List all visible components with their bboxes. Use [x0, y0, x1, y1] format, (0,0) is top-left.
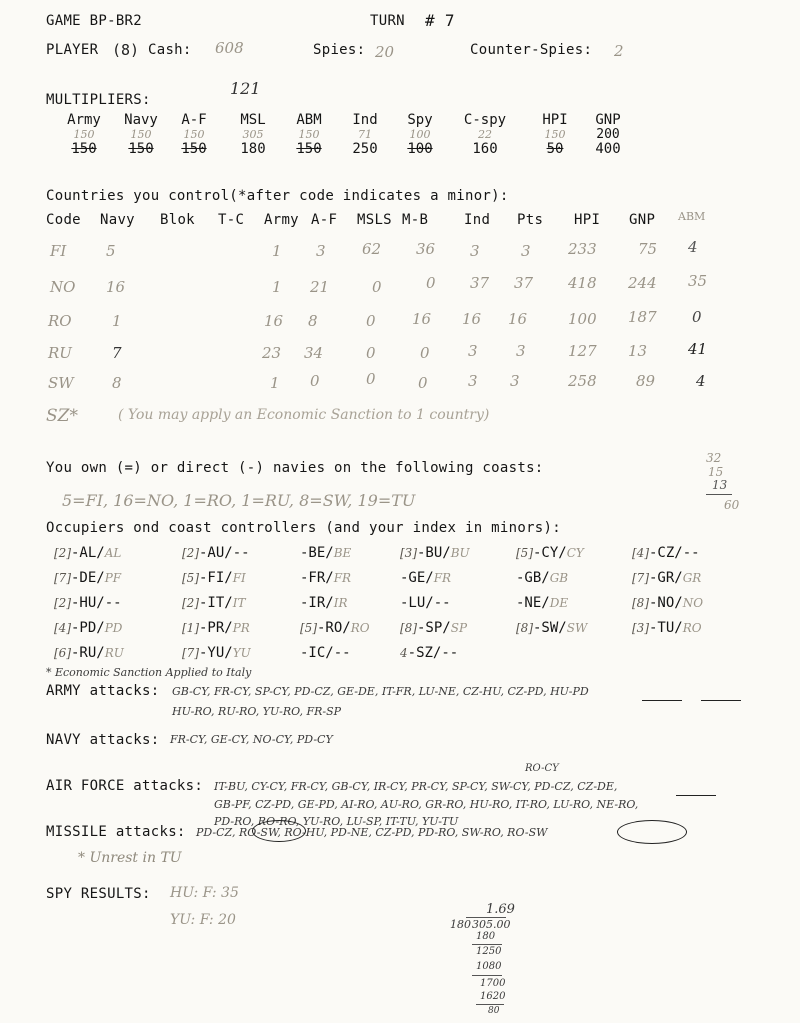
occupier-cell: -BE/BE — [300, 545, 352, 561]
navies-title: You own (=) or direct (-) navies on the following coasts: — [46, 460, 544, 476]
spies-label: Spies: — [313, 42, 366, 58]
multiplier-gnp: GNP 200 400 — [595, 112, 621, 157]
occupier-cell: [4]-PD/PD — [54, 620, 123, 636]
missile-label: MISSILE attacks: — [46, 824, 186, 840]
occupier-cell: [5]-RO/RO — [300, 620, 370, 636]
counter-spies-value: 2 — [614, 42, 624, 60]
occupier-cell: [3]-BU/BU — [400, 545, 470, 561]
airforce-underline-1 — [676, 795, 716, 796]
army-line2: HU-RO, RU-RO, YU-RO, FR-SP — [172, 705, 342, 718]
minor-code: SZ* — [46, 406, 78, 426]
occupier-cell: -GE/FR — [400, 570, 452, 586]
airforce-line1: IT-BU, CY-CY, FR-CY, GB-CY, IR-CY, PR-CY, SP-CY, SW-CY, PD-CZ, CZ-DE, — [214, 780, 618, 793]
airforce-line2: GB-PF, CZ-PD, GE-PD, AI-RO, AU-RO, GR-RO, HU-RO, IT-RO, LU-RO, NE-RO, — [214, 798, 639, 811]
occupier-cell: [7]-YU/YU — [182, 645, 251, 661]
occupier-cell: -FR/FR — [300, 570, 352, 586]
occupiers-title: Occupiers ond coast controllers (and your index in minors): — [46, 520, 561, 536]
minor-note: ( You may apply an Economic Sanction to 1 country) — [118, 407, 490, 423]
turn-label: TURN — [370, 13, 405, 29]
cash-value: 608 — [215, 39, 244, 57]
multiplier-hpi: HPI 150 50 — [542, 112, 568, 157]
sanction-note: * Economic Sanction Applied to Italy — [46, 666, 252, 679]
spy-label: SPY RESULTS: — [46, 886, 151, 902]
occupier-cell: [2]-HU/-- — [54, 595, 122, 611]
army-line1: GB-CY, FR-CY, SP-CY, PD-CZ, GE-DE, IT-FR, LU-NE, CZ-HU, CZ-PD, HU-PD — [172, 685, 589, 698]
army-underline-1 — [642, 700, 682, 701]
occupier-cell: -IC/-- — [300, 645, 351, 661]
occupier-cell: [5]-FI/FI — [182, 570, 246, 586]
missile-circle-1 — [252, 820, 306, 842]
multiplier-spy: Spy 100 100 — [407, 112, 433, 157]
occupier-cell: [2]-AL/AL — [54, 545, 122, 561]
occupier-cell: [1]-PR/PR — [182, 620, 250, 636]
occupier-cell: [7]-GR/GR — [632, 570, 702, 586]
occupier-cell: [2]-AU/-- — [182, 545, 250, 561]
countries-title: Countries you control(*after code indicates a minor): — [46, 188, 509, 204]
navies-entries: 5=FI, 16=NO, 1=RO, 1=RU, 8=SW, 19=TU — [62, 491, 416, 510]
multiplier-af: A-F 150 150 — [181, 112, 207, 157]
occupier-cell: [5]-CY/CY — [516, 545, 584, 561]
cash-label: Cash: — [148, 42, 192, 58]
multiplier-abm: ABM 150 150 — [296, 112, 322, 157]
spy-line1: HU: F: 35 — [170, 885, 239, 901]
airforce-above: RO-CY — [525, 763, 559, 774]
army-underline-2 — [701, 700, 741, 701]
multiplier-cspy: C-spy 22 160 — [463, 112, 507, 157]
occupier-cell: -NE/DE — [516, 595, 569, 611]
airforce-label: AIR FORCE attacks: — [46, 778, 204, 794]
occupier-cell: -GB/GB — [516, 570, 569, 586]
game-id: GAME BP-BR2 — [46, 13, 143, 29]
army-label: ARMY attacks: — [46, 683, 160, 699]
player-number: (8) — [112, 41, 140, 59]
spy-line2: YU: F: 20 — [170, 912, 236, 928]
multiplier-navy: Navy 150 150 — [124, 112, 158, 157]
turn-number: # 7 — [425, 11, 455, 30]
occupier-cell: [2]-IT/IT — [182, 595, 246, 611]
navy-label: NAVY attacks: — [46, 732, 160, 748]
navy-line1: FR-CY, GE-CY, NO-CY, PD-CY — [170, 733, 333, 746]
spies-value: 20 — [375, 43, 395, 61]
multipliers-title: MULTIPLIERS: — [46, 92, 151, 108]
occupier-cell: 4-SZ/-- — [400, 645, 459, 661]
occupier-cell: [8]-SW/SW — [516, 620, 588, 636]
occupier-cell: [4]-CZ/-- — [632, 545, 700, 561]
multipliers-note: 121 — [230, 79, 261, 98]
player-label: PLAYER — [46, 42, 99, 58]
occupier-cell: [3]-TU/RO — [632, 620, 702, 636]
occupier-cell: [6]-RU/RU — [54, 645, 124, 661]
multiplier-army: Army 150 150 — [67, 112, 101, 157]
occupier-cell: [8]-SP/SP — [400, 620, 468, 636]
occupier-cell: -IR/IR — [300, 595, 348, 611]
multiplier-msl: MSL 305 180 — [240, 112, 266, 157]
occupier-cell: [8]-NO/NO — [632, 595, 704, 611]
missile-circle-2 — [617, 820, 687, 844]
missile-line1: PD-CZ, RO-SW, RO-HU, PD-NE, CZ-PD, PD-RO, SW-RO, RO-SW — [196, 826, 548, 839]
multiplier-ind: Ind 71 250 — [352, 112, 378, 157]
unrest-note: * Unrest in TU — [78, 850, 182, 866]
counter-spies-label: Counter-Spies: — [470, 42, 593, 58]
airforce-line3: PD-RO, RO-RO, YU-RO, LU-SP, IT-TU, YU-TU — [214, 815, 459, 828]
occupier-cell: [7]-DE/PF — [54, 570, 122, 586]
occupier-cell: -LU/-- — [400, 595, 451, 611]
